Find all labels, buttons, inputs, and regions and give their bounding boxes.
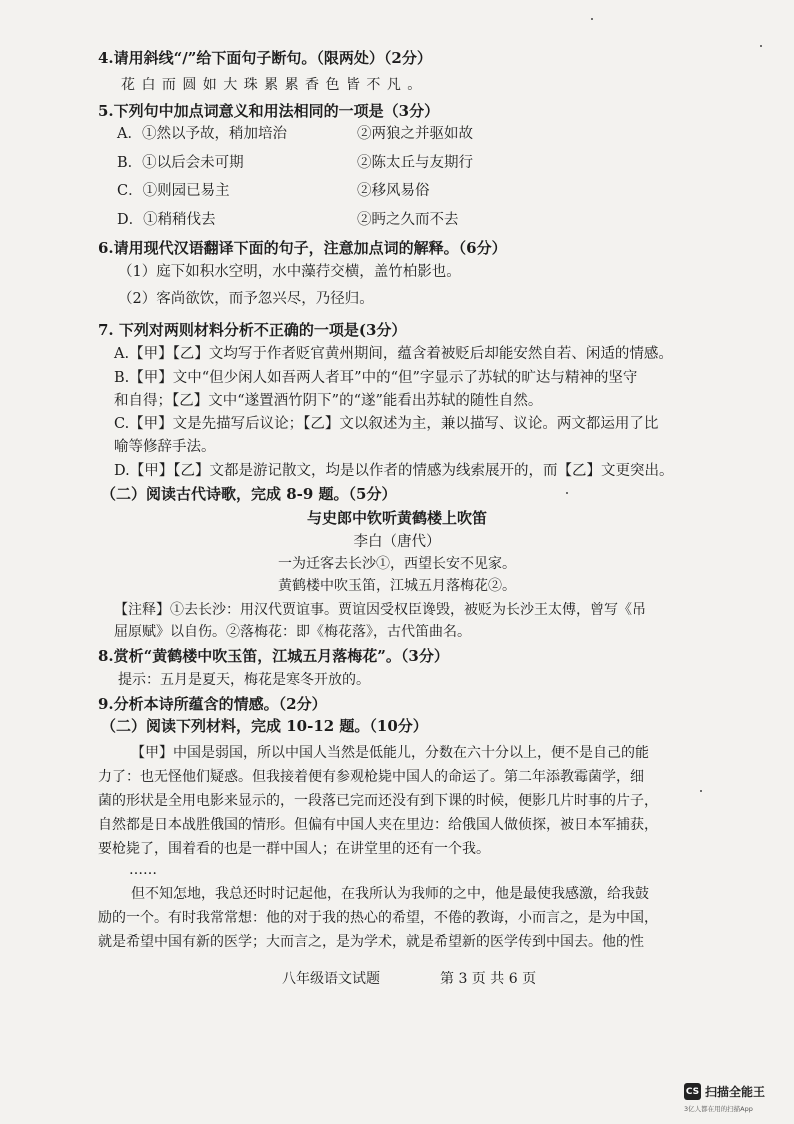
q8-title: 8.赏析“黄鹤楼中吹玉笛，江城五月落梅花”。（3分） [98,647,449,665]
q4-title: 4.请用斜线“/”给下面句子断句。（限两处）（2分） [98,49,432,67]
section-poetry-heading: （二）阅读古代诗歌，完成 8-9 题。（5分） [101,485,397,503]
poem-line-1: 一为迁客去长沙①，西望长安不见家。 [278,556,516,572]
scanner-watermark [684,1083,765,1100]
q9-title: 9.分析本诗所蕴含的情感。（2分） [98,695,327,713]
q5-option-c-right: ②移风易俗 [357,183,430,199]
q7-option-b-line2: 和自得；【乙】文中“遂置酒竹阴下”的“遂”能看出苏轼的随性自然。 [114,393,543,409]
q6-title: 6.请用现代汉语翻译下面的句子，注意加点词的解释。（6分） [98,239,507,257]
q7-option-a: A.【甲】【乙】文均写于作者贬官黄州期间，蕴含着被贬后却能安然自若、闲适的情感。 [114,346,673,362]
poem-note-line-1: 【注释】①去长沙：用汉代贾谊事。贾谊因受权臣谗毁，被贬为长沙王太傅，曾写《吊 [114,602,646,618]
q7-option-d: D.【甲】【乙】文都是游记散文，均是以作者的情感为线索展开的，而【乙】文更突出。 [114,463,674,479]
q5-title: 5.下列句中加点词意义和用法相同的一项是（3分） [98,102,440,120]
q4-sentence: 花 白 而 圆 如 大 珠 累 累 香 色 皆 不 凡 。 [121,77,423,93]
q5-option-b-left: B．①以后会未可期 [117,155,244,171]
q7-option-c-line2: 喻等修辞手法。 [114,439,216,455]
q7-option-c-line1: C.【甲】文是先描写后议论；【乙】文以叙述为主，兼以描写、议论。两文都运用了比 [114,416,659,432]
q5-option-b-right: ②陈太丘与友期行 [357,155,473,171]
camscanner-logo-icon: CS [684,1083,701,1100]
scan-speck [591,18,593,20]
q5-option-a-left: A．①然以予故，稍加培治 [117,126,287,142]
reading-para1-line-2: 力了：也无怪他们疑惑。但我接着便有参观枪毙中国人的命运了。第二年添教霉菌学，细 [98,769,644,785]
reading-ellipsis: …… [129,862,157,878]
scanner-brand-name: 扫描全能王 [705,1085,766,1099]
reading-para1-line-4: 自然都是日本战胜俄国的情形。但偏有中国人夹在里边：给俄国人做侦探，被日本军捕获， [98,817,658,833]
reading-para2-line-2: 励的一个。有时我常常想：他的对于我的热心的希望，不倦的教诲，小而言之，是为中国， [98,910,658,926]
q5-option-c-left: C．①则园已易主 [117,183,230,199]
reading-para2-line-1: 但不知怎地，我总还时时记起他，在我所认为我师的之中，他是最使我感激，给我鼓 [131,886,649,902]
scanner-tagline: 3亿人都在用的扫描App [684,1105,753,1113]
section-reading-heading: （二）阅读下列材料，完成 10-12 题。（10分） [101,717,428,735]
reading-para1-line-3: 菌的形状是全用电影来显示的，一段落已完而还没有到下课的时候，便影几片时事的片子， [98,793,658,809]
poem-line-2: 黄鹤楼中吹玉笛，江城五月落梅花②。 [278,578,516,594]
q5-option-d-right: ②眄之久而不去 [357,212,459,228]
scan-speck [760,45,762,47]
scan-speck [566,492,568,494]
q8-hint: 提示：五月是夏天，梅花是寒冬开放的。 [118,672,370,688]
poem-title: 与史郎中钦听黄鹤楼上吹笛 [306,509,487,527]
reading-para1-line-1: 【甲】中国是弱国，所以中国人当然是低能儿，分数在六十分以上，便不是自己的能 [131,745,649,761]
q7-option-b-line1: B.【甲】文中“但少闲人如吾两人者耳”中的“但”字显示了苏轼的旷达与精神的坚守 [114,370,638,386]
reading-para2-line-3: 就是希望中国有新的医学；大而言之，是为学术，就是希望新的医学传到中国去。他的性 [98,934,644,950]
q7-title: 7. 下列对两则材料分析不正确的一项是(3分） [98,321,407,339]
poem-author: 李白（唐代） [353,534,441,550]
q5-option-d-left: D．①稍稍伐去 [117,212,216,228]
footer-exam-name: 八年级语文试题 [282,971,380,987]
q5-option-a-right: ②两狼之并驱如故 [357,126,473,142]
q6-item-1: （1）庭下如积水空明，水中藻荇交横，盖竹柏影也。 [118,264,461,280]
scan-speck [700,790,702,792]
q6-item-2: （2）客尚欲饮，而予忽兴尽，乃径归。 [118,291,374,307]
reading-para1-line-5: 要枪毙了，围着看的也是一群中国人；在讲堂里的还有一个我。 [98,841,490,857]
footer-page-info: 第 3 页 共 6 页 [440,971,537,987]
poem-note-line-2: 屈原赋》以自伤。②落梅花：即《梅花落》，古代笛曲名。 [114,624,471,640]
